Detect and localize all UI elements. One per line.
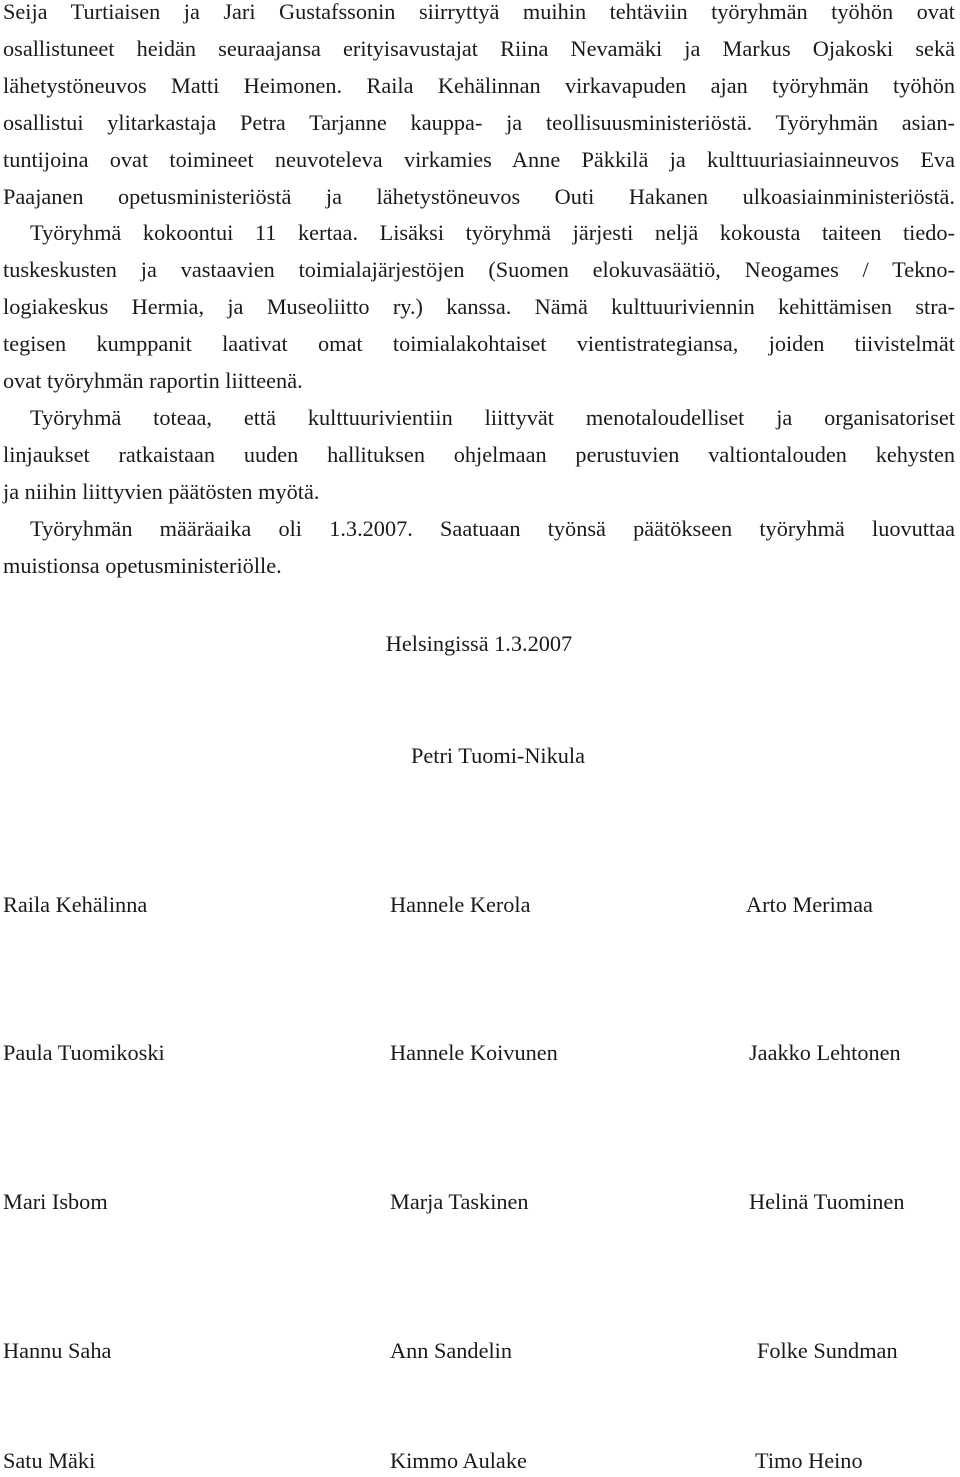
text-line: tegisen kumppanit laativat omat toimialakohtaiset vientistrategiansa, joiden tiivistelmät: [3, 331, 955, 357]
text-line: Työryhmän määräaika oli 1.3.2007. Saatuaan työnsä päätökseen työryhmä luovuttaa: [30, 515, 955, 541]
signatory-name: Jaakko Lehtonen: [749, 1040, 901, 1065]
signatory-name: Hannele Kerola: [390, 892, 531, 917]
signatory-name: Arto Merimaa: [746, 892, 873, 917]
place-date: [0, 628, 960, 660]
signatory-name: Marja Taskinen: [390, 1189, 529, 1214]
signatory-name: Ann Sandelin: [390, 1338, 513, 1363]
body-text: [3, 0, 955, 585]
text-line: Seija Turtiaisen ja Jari Gustafssonin siirryttyä muihin tehtäviin työryhmän työhön ovat: [3, 0, 955, 24]
text-line: ovat työryhmän raportin liitteenä.: [3, 368, 303, 394]
chair-name: Petri Tuomi-Nikula: [410, 743, 586, 768]
text-line: tuntijoina ovat toimineet neuvoteleva virkamies Anne Päkkilä ja kulttuuriasiainneuvos Eva: [3, 146, 955, 172]
signatory-name: Raila Kehälinna: [3, 892, 148, 917]
signatory-name: Timo Heino: [755, 1448, 863, 1473]
text-line: osallistuneet heidän seuraajansa erityisavustajat Riina Nevamäki ja Markus Ojakoski sekä: [3, 35, 955, 61]
signatory-name: Folke Sundman: [757, 1338, 898, 1363]
signatory-name: Paula Tuomikoski: [3, 1040, 165, 1065]
text-line: lähetystöneuvos Matti Heimonen. Raila Kehälinnan virkavapuden ajan työryhmän työhön: [3, 72, 955, 98]
signatory-name: Hannu Saha: [3, 1338, 112, 1363]
place-date-text: Helsingissä 1.3.2007: [385, 631, 573, 656]
text-line: osallistui ylitarkastaja Petra Tarjanne kauppa- ja teollisuusministeriöstä. Työryhmän asian-: [3, 109, 955, 135]
signatory-name: Mari Isbom: [3, 1189, 108, 1214]
text-line: Paajanen opetusministeriöstä ja lähetystöneuvos Outi Hakanen ulkoasiainministeriöstä.: [3, 183, 955, 209]
signatory-name: Satu Mäki: [3, 1448, 96, 1473]
chair-signature: [0, 740, 960, 772]
signatory-name: Helinä Tuominen: [749, 1189, 905, 1214]
text-line: tuskeskusten ja vastaavien toimialajärjestöjen (Suomen elokuvasäätiö, Neogames / Tekno-: [3, 257, 955, 283]
text-line: logiakeskus Hermia, ja Museoliitto ry.) kanssa. Nämä kulttuuriviennin kehittämisen stra-: [3, 294, 955, 320]
text-line: muistionsa opetusministeriölle.: [3, 552, 282, 578]
signatory-name: Hannele Koivunen: [390, 1040, 558, 1065]
signatory-name: Kimmo Aulake: [390, 1448, 527, 1473]
text-line: ja niihin liittyvien päätösten myötä.: [3, 478, 320, 504]
text-line: Työryhmä toteaa, että kulttuurivientiin liittyvät menotaloudelliset ja organisatoriset: [30, 404, 955, 430]
text-line: Työryhmä kokoontui 11 kertaa. Lisäksi työryhmä järjesti neljä kokousta taiteen tiedo-: [30, 220, 955, 246]
text-line: linjaukset ratkaistaan uuden hallituksen ohjelmaan perustuvien valtiontalouden kehysten: [3, 441, 955, 467]
